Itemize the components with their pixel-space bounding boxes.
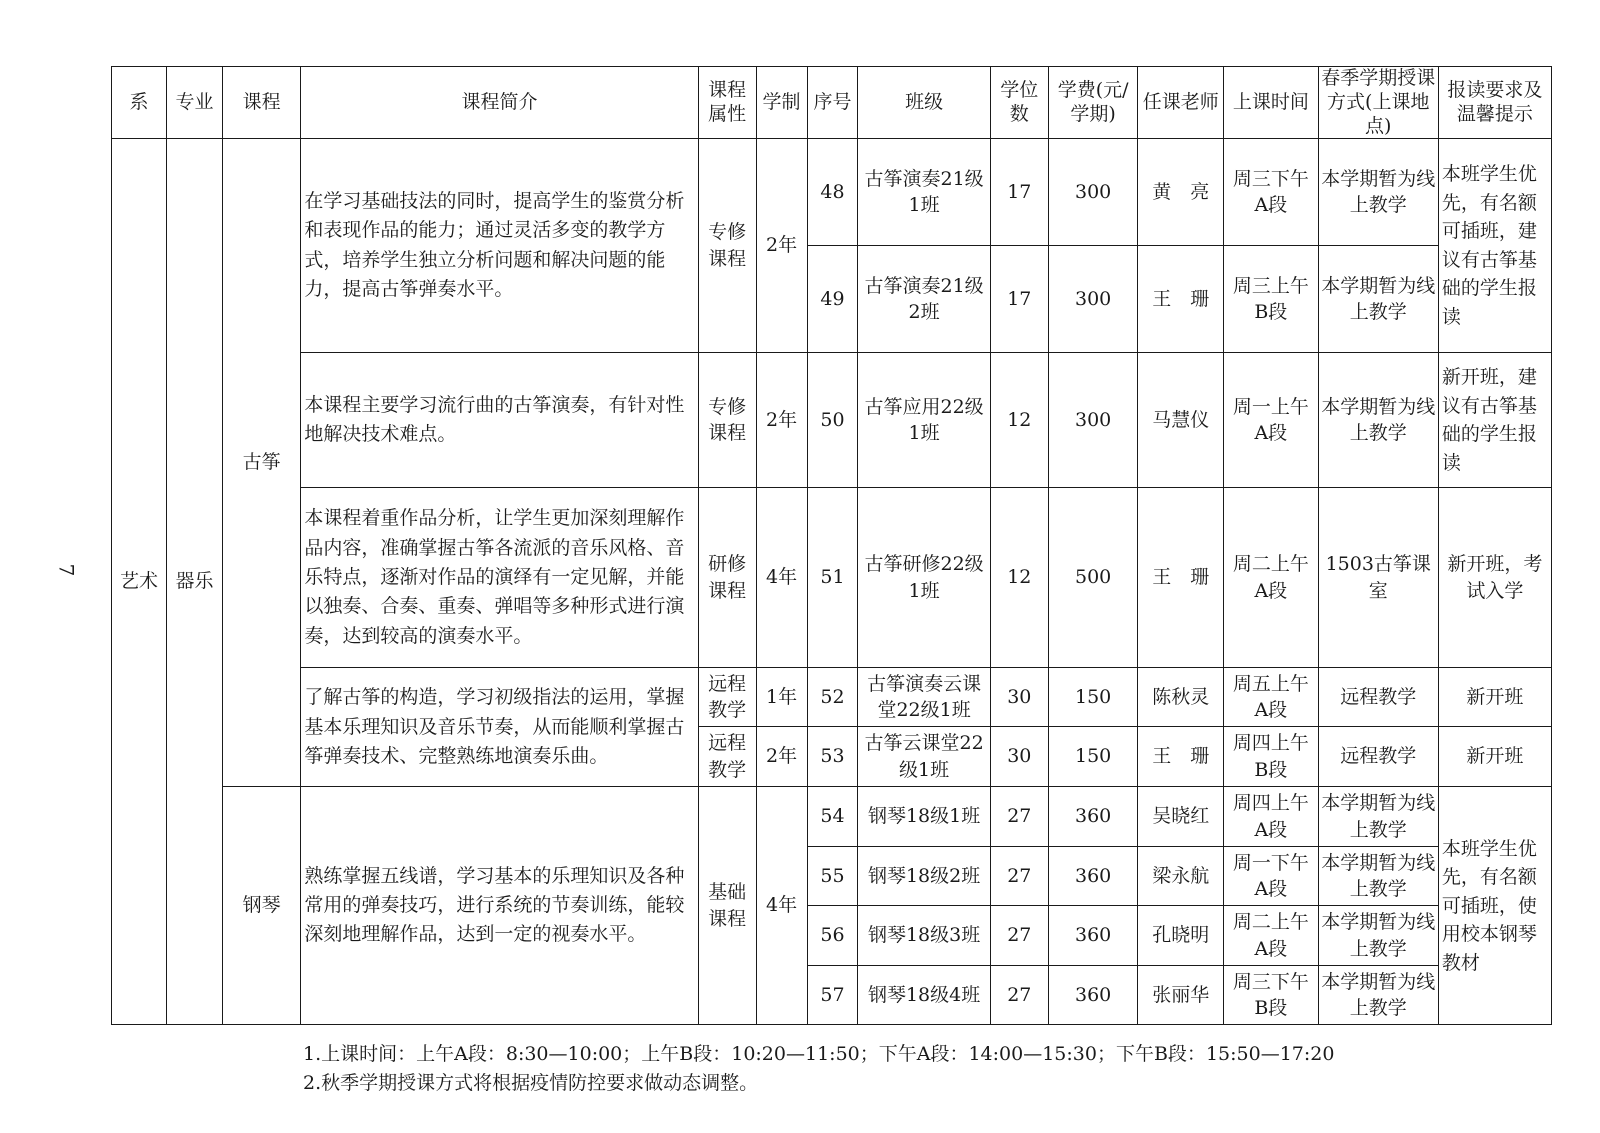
major-cell: 器乐 xyxy=(166,139,222,1025)
teacher: 王 珊 xyxy=(1138,488,1224,668)
header-teaching-mode: 春季学期授课方式(上课地点) xyxy=(1318,67,1438,139)
course-duration: 1年 xyxy=(756,668,807,727)
class-time: 周二上午A段 xyxy=(1223,906,1318,966)
class-name: 钢琴18级2班 xyxy=(858,847,990,906)
department-cell: 艺术 xyxy=(112,139,167,1025)
seats: 30 xyxy=(990,668,1048,727)
header-course-attribute: 课程属性 xyxy=(698,67,756,139)
serial-number: 49 xyxy=(807,246,858,353)
enrollment-note: 本班学生优先，有名额可插班，使用校本钢琴教材 xyxy=(1438,787,1551,1025)
class-name: 钢琴18级4班 xyxy=(858,966,990,1025)
course-intro: 本课程主要学习流行曲的古筝演奏，有针对性地解决技术难点。 xyxy=(301,353,698,488)
teacher: 梁永航 xyxy=(1138,847,1224,906)
table-row xyxy=(112,139,1552,246)
class-time: 周一上午A段 xyxy=(1223,353,1318,488)
course-intro: 在学习基础技法的同时，提高学生的鉴赏分析和表现作品的能力；通过灵活多变的教学方式，培养学生独立分析问题和解决问题的能力，提高古筝弹奏水平。 xyxy=(301,139,698,353)
course-attribute: 研修课程 xyxy=(698,488,756,668)
serial-number: 57 xyxy=(807,966,858,1025)
fee: 300 xyxy=(1048,246,1138,353)
class-time: 周三下午A段 xyxy=(1223,139,1318,246)
fee: 300 xyxy=(1048,139,1138,246)
teacher: 陈秋灵 xyxy=(1138,668,1224,727)
teaching-mode: 本学期暂为线上教学 xyxy=(1318,246,1438,353)
serial-number: 56 xyxy=(807,906,858,966)
teacher: 张丽华 xyxy=(1138,966,1224,1025)
header-serial-number: 序号 xyxy=(807,67,858,139)
fee: 360 xyxy=(1048,787,1138,847)
fee: 360 xyxy=(1048,966,1138,1025)
footnotes xyxy=(303,1040,1334,1097)
table-row xyxy=(112,488,1552,668)
header-enrollment-notes: 报读要求及温馨提示 xyxy=(1438,67,1551,139)
fee: 150 xyxy=(1048,668,1138,727)
header-seats: 学位数 xyxy=(990,67,1048,139)
teaching-mode: 本学期暂为线上教学 xyxy=(1318,139,1438,246)
fee: 300 xyxy=(1048,353,1138,488)
enrollment-note: 新开班 xyxy=(1438,668,1551,727)
header-course-intro: 课程简介 xyxy=(301,67,698,139)
header-fee: 学费(元/学期) xyxy=(1048,67,1138,139)
seats: 27 xyxy=(990,906,1048,966)
table-row xyxy=(112,353,1552,488)
serial-number: 52 xyxy=(807,668,858,727)
class-name: 钢琴18级3班 xyxy=(858,906,990,966)
header-duration: 学制 xyxy=(756,67,807,139)
class-time: 周三上午B段 xyxy=(1223,246,1318,353)
serial-number: 50 xyxy=(807,353,858,488)
table-row xyxy=(112,787,1552,847)
footnote-class-times: 1.上课时间：上午A段：8:30—10:00；上午B段：10:20—11:50；下午A段：14:00—15:30；下午B段：15:50—17:20 xyxy=(303,1043,1335,1065)
seats: 30 xyxy=(990,727,1048,787)
teacher: 王 珊 xyxy=(1138,246,1224,353)
seats: 17 xyxy=(990,139,1048,246)
table-row xyxy=(112,668,1552,727)
teacher: 吴晓红 xyxy=(1138,787,1224,847)
class-name: 古筝演奏21级1班 xyxy=(858,139,990,246)
enrollment-note: 本班学生优先，有名额可插班，建议有古筝基础的学生报读 xyxy=(1438,139,1551,353)
course-duration: 2年 xyxy=(756,139,807,353)
class-time: 周三下午B段 xyxy=(1223,966,1318,1025)
course-cell-guzheng: 古筝 xyxy=(222,139,300,787)
class-time: 周五上午A段 xyxy=(1223,668,1318,727)
course-intro: 本课程着重作品分析，让学生更加深刻理解作品内容，准确掌握古筝各流派的音乐风格、音乐特点，逐渐对作品的演绎有一定见解，并能以独奏、合奏、重奏、弹唱等多种形式进行演奏，达到较高的演奏水平。 xyxy=(301,488,698,668)
teaching-mode: 本学期暂为线上教学 xyxy=(1318,787,1438,847)
serial-number: 48 xyxy=(807,139,858,246)
class-name: 古筝云课堂22级1班 xyxy=(858,727,990,787)
course-duration: 4年 xyxy=(756,488,807,668)
enrollment-note: 新开班，考试入学 xyxy=(1438,488,1551,668)
course-intro: 熟练掌握五线谱，学习基本的乐理知识及各种常用的弹奏技巧，进行系统的节奏训练，能较深刻地理解作品，达到一定的视奏水平。 xyxy=(301,787,698,1025)
course-duration: 2年 xyxy=(756,727,807,787)
course-attribute: 专修课程 xyxy=(698,139,756,353)
class-name: 钢琴18级1班 xyxy=(858,787,990,847)
header-course: 课程 xyxy=(222,67,300,139)
teaching-mode: 本学期暂为线上教学 xyxy=(1318,906,1438,966)
course-attribute: 远程教学 xyxy=(698,727,756,787)
class-time: 周四上午B段 xyxy=(1223,727,1318,787)
course-duration: 2年 xyxy=(756,353,807,488)
footnote-autumn-mode: 2.秋季学期授课方式将根据疫情防控要求做动态调整。 xyxy=(303,1071,759,1094)
class-name: 古筝研修22级1班 xyxy=(858,488,990,668)
teacher: 黄 亮 xyxy=(1138,139,1224,246)
teaching-mode: 本学期暂为线上教学 xyxy=(1318,353,1438,488)
teaching-mode: 1503古筝课室 xyxy=(1318,488,1438,668)
teaching-mode: 远程教学 xyxy=(1318,727,1438,787)
class-name: 古筝应用22级1班 xyxy=(858,353,990,488)
fee: 150 xyxy=(1048,727,1138,787)
header-class-time: 上课时间 xyxy=(1223,67,1318,139)
teaching-mode: 本学期暂为线上教学 xyxy=(1318,966,1438,1025)
serial-number: 51 xyxy=(807,488,858,668)
seats: 27 xyxy=(990,787,1048,847)
course-attribute: 远程教学 xyxy=(698,668,756,727)
fee: 360 xyxy=(1048,847,1138,906)
enrollment-note: 新开班 xyxy=(1438,727,1551,787)
class-name: 古筝演奏云课堂22级1班 xyxy=(858,668,990,727)
fee: 360 xyxy=(1048,906,1138,966)
teaching-mode: 远程教学 xyxy=(1318,668,1438,727)
course-attribute: 基础课程 xyxy=(698,787,756,1025)
course-intro: 了解古筝的构造，学习初级指法的运用，掌握基本乐理知识及音乐节奏，从而能顺利掌握古筝弹奏技术、完整熟练地演奏乐曲。 xyxy=(301,668,698,787)
seats: 17 xyxy=(990,246,1048,353)
class-time: 周一下午A段 xyxy=(1223,847,1318,906)
header-teacher: 任课老师 xyxy=(1138,67,1224,139)
seats: 12 xyxy=(990,353,1048,488)
course-attribute: 专修课程 xyxy=(698,353,756,488)
header-department: 系 xyxy=(112,67,167,139)
teaching-mode: 本学期暂为线上教学 xyxy=(1318,847,1438,906)
enrollment-note: 新开班，建议有古筝基础的学生报读 xyxy=(1438,353,1551,488)
header-class: 班级 xyxy=(858,67,990,139)
teacher: 马慧仪 xyxy=(1138,353,1224,488)
seats: 27 xyxy=(990,966,1048,1025)
fee: 500 xyxy=(1048,488,1138,668)
course-schedule-table xyxy=(111,66,1552,1025)
course-duration: 4年 xyxy=(756,787,807,1025)
header-major: 专业 xyxy=(166,67,222,139)
teacher: 孔晓明 xyxy=(1138,906,1224,966)
teacher: 王 珊 xyxy=(1138,727,1224,787)
serial-number: 54 xyxy=(807,787,858,847)
course-cell-piano: 钢琴 xyxy=(222,787,300,1025)
header-row xyxy=(112,67,1552,139)
seats: 27 xyxy=(990,847,1048,906)
serial-number: 55 xyxy=(807,847,858,906)
class-time: 周四上午A段 xyxy=(1223,787,1318,847)
seats: 12 xyxy=(990,488,1048,668)
page-number: 7 xyxy=(54,563,79,577)
class-name: 古筝演奏21级2班 xyxy=(858,246,990,353)
serial-number: 53 xyxy=(807,727,858,787)
class-time: 周二上午A段 xyxy=(1223,488,1318,668)
